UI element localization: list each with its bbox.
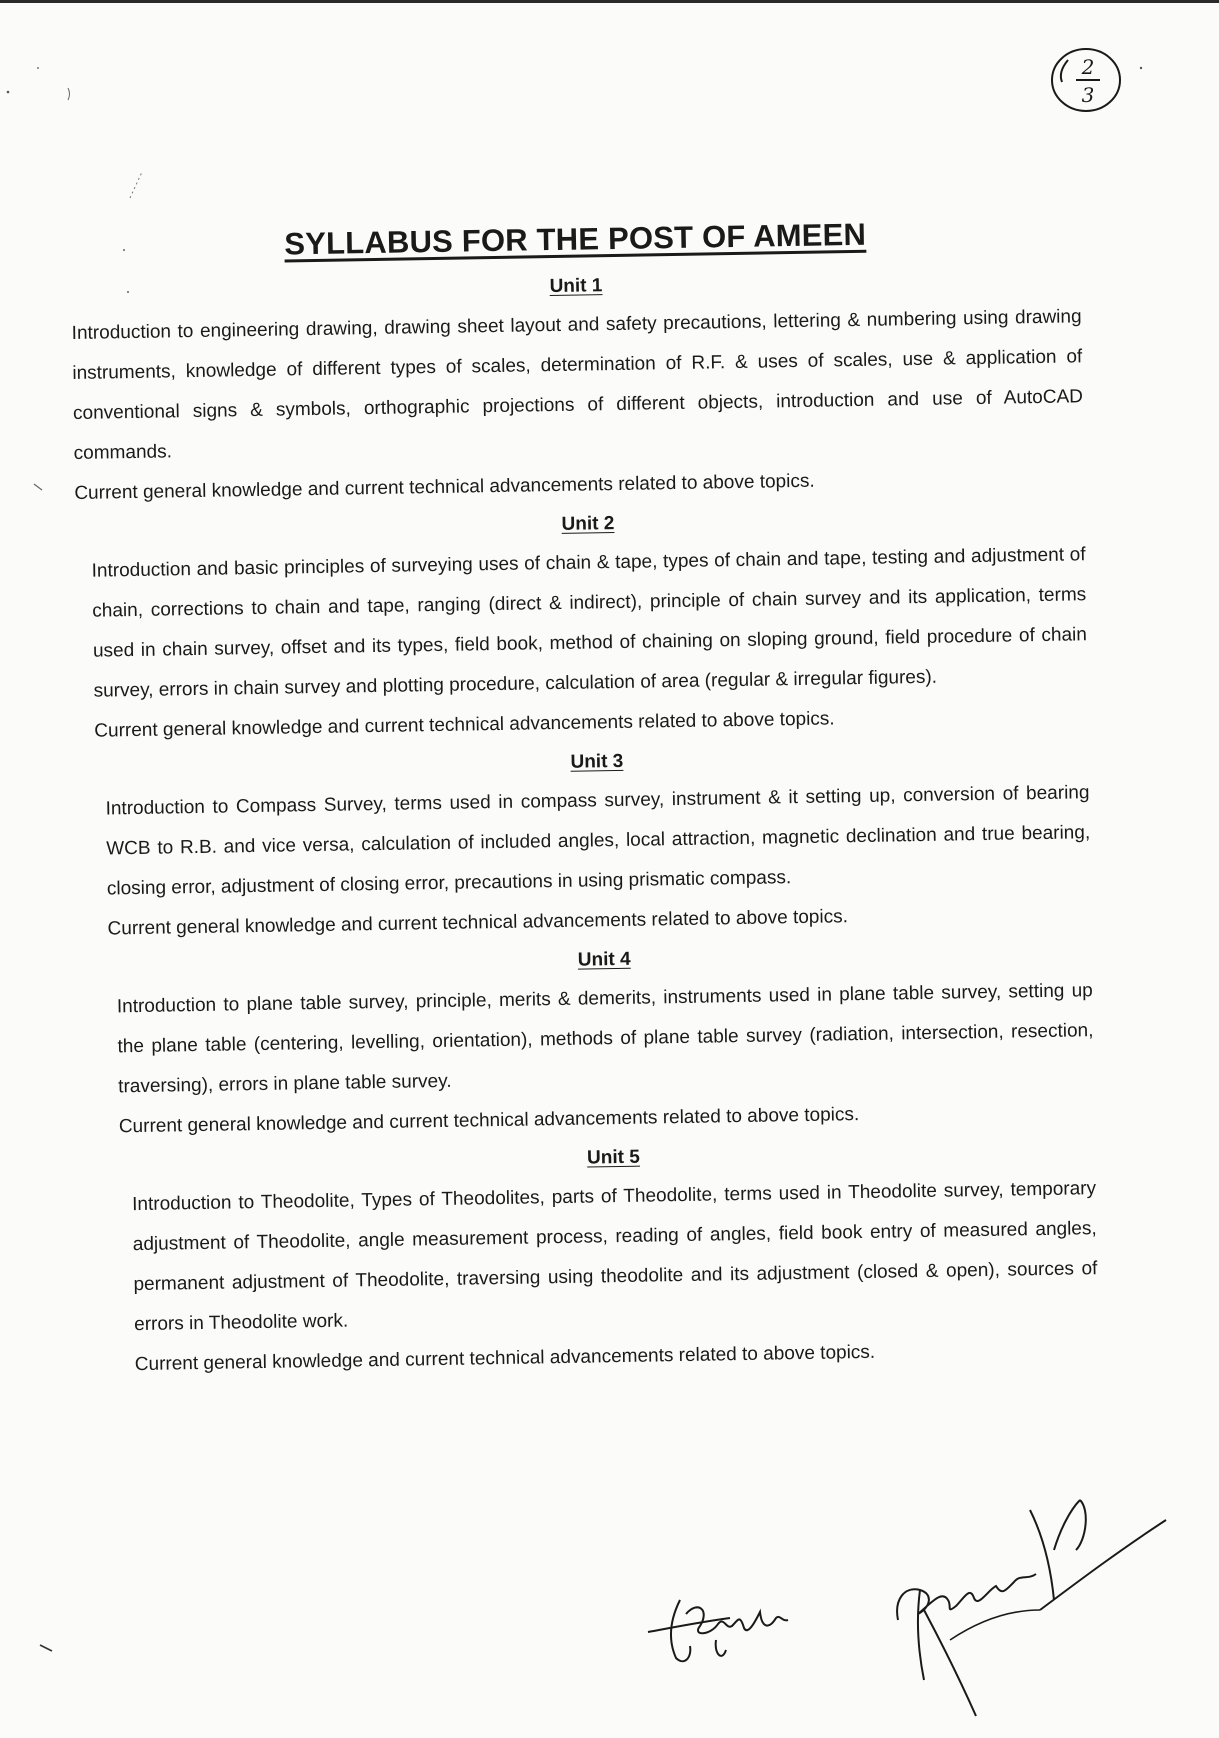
unit-heading: Unit 1 bbox=[549, 275, 603, 298]
unit-heading: Unit 5 bbox=[586, 1146, 641, 1169]
unit-heading: Unit 4 bbox=[577, 948, 631, 971]
page-number-stamp bbox=[1048, 42, 1124, 114]
unit-section bbox=[85, 1139, 1099, 1384]
unit-note: Current general knowledge and current technical advancements related to above topics. bbox=[94, 708, 835, 742]
syllabus-content bbox=[70, 213, 1099, 1394]
unit-body: Introduction to Compass Survey, terms used in compass survey, instrument & it setting up, conversion of bearing WCB to R.B. and vice versa, calculation of included angles, local attraction, magnetic declination and true bearing, closing error, adjustment of closing error, precautions in using prismatic compass. bbox=[105, 782, 1091, 900]
unit-section bbox=[82, 941, 1095, 1146]
page-mark-top: 2 bbox=[1081, 55, 1095, 79]
unit-note: Current general knowledge and current technical advancements related to above topics. bbox=[74, 470, 815, 504]
unit-note: Current general knowledge and current technical advancements related to above topics. bbox=[134, 1341, 876, 1376]
signature-left bbox=[640, 1570, 810, 1670]
unit-heading: Unit 3 bbox=[570, 750, 624, 773]
unit-body: Introduction and basic principles of surveying uses of chain & tape, types of chain and tape, testing and adjustment of chain, corrections to chain and tape, ranging (direct & indirect), principle of chain survey and its application, terms used in chain survey, offset and its types, field book, method of chaining on sloping ground, field procedure of chain survey, errors in chain survey and plotting procedure, calculation of area (regular & irregular figures). bbox=[91, 544, 1088, 702]
signature-right bbox=[890, 1490, 1180, 1720]
unit-body: Introduction to Theodolite, Types of Theodolites, parts of Theodolite, terms used in Theodolite survey, temporary adjustment of Theodolite, angle measurement process, reading of angles, field book entry of measured angles, permanent adjustment of Theodolite, traversing using theodolite and its adjustment (closed & open), sources of errors in Theodolite work. bbox=[131, 1178, 1098, 1336]
document-title: SYLLABUS FOR THE POST OF AMEEN bbox=[284, 216, 867, 262]
unit-section bbox=[71, 267, 1085, 512]
unit-body: Introduction to engineering drawing, drawing sheet layout and safety precautions, lettering & numbering using drawing instruments, knowledge of different types of scales, determination of R.F. & uses of scales, use & application of conventional signs & symbols, orthographic projections of different objects, introduction and use of AutoCAD commands. bbox=[71, 306, 1084, 464]
unit-section bbox=[79, 743, 1092, 948]
unit-heading: Unit 2 bbox=[561, 513, 615, 535]
unit-body: Introduction to plane table survey, principle, merits & demerits, instruments used in plane table survey, setting up the plane table (centering, levelling, orientation), methods of plane table survey (radiation, intersection, resection, traversing), errors in plane table survey. bbox=[116, 980, 1094, 1098]
unit-note: Current general knowledge and current technical advancements related to above topics. bbox=[107, 906, 849, 940]
unit-section bbox=[75, 505, 1089, 750]
page-mark-bottom: 3 bbox=[1081, 83, 1095, 107]
unit-note: Current general knowledge and current technical advancements related to above topics. bbox=[118, 1104, 860, 1138]
